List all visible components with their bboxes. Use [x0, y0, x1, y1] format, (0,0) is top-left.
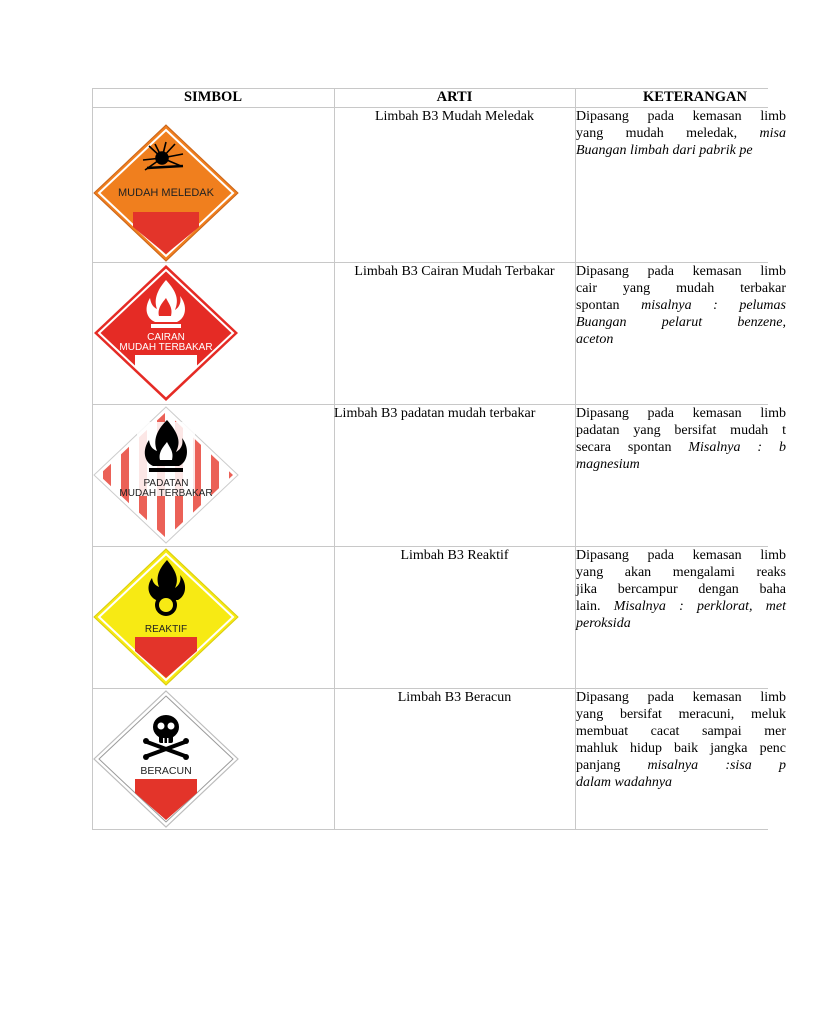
- keterangan-text: Dipasang pada kemasan limb yang bersifat meracuni, meluk membuat cacat sampai mer mahluk hidup baik jangka penc panjang misalnya :sisa p dalam wadahnya: [576, 690, 786, 790]
- symbol-cairan-mudah-terbakar: [93, 264, 243, 402]
- arti-text: Limbah B3 Reaktif: [400, 548, 509, 563]
- keterangan-text: Dipasang pada kemasan limb padatan yang bersifat mudah t secara spontan Misalnya : b magnesium: [576, 406, 786, 472]
- header-simbol: SIMBOL: [183, 89, 242, 105]
- arti-text: Limbah B3 Mudah Meledak: [374, 109, 535, 124]
- keterangan-text: Dipasang pada kemasan limb cair yang mudah terbakar spontan misalnya : pelumas Buangan pelarut benzene, aceton: [576, 264, 786, 347]
- symbol-label: BERACUN: [140, 765, 192, 777]
- symbol-label-top: CAIRAN: [147, 332, 185, 343]
- hazard-symbol-table: [92, 88, 786, 830]
- symbol-mudah-meledak: [93, 124, 243, 262]
- symbol-label-top: PADATAN: [143, 478, 189, 489]
- symbol-label-bottom: MUDAH TERBAKAR: [119, 342, 213, 353]
- keterangan-text: Dipasang pada kemasan limb yang mudah meledak, misa Buangan limbah dari pabrik pe: [576, 109, 786, 158]
- symbol-label: MUDAH MELEDAK: [118, 187, 214, 199]
- symbol-beracun: [93, 690, 243, 828]
- arti-text: Limbah B3 padatan mudah terbakar: [334, 406, 536, 421]
- symbol-label-bottom: MUDAH TERBAKAR: [119, 488, 213, 499]
- keterangan-text: Dipasang pada kemasan limb yang akan mengalami reaks jika bercampur dengan baha lain. Misalnya : perklorat, met peroksida: [576, 548, 786, 631]
- arti-text: Limbah B3 Cairan Mudah Terbakar: [354, 264, 555, 279]
- arti-text: Limbah B3 Beracun: [397, 690, 512, 705]
- symbol-padatan-mudah-terbakar: [93, 406, 243, 544]
- symbol-reaktif: [93, 548, 243, 686]
- table-bottom-border: [92, 829, 768, 830]
- header-arti: ARTI: [436, 89, 473, 105]
- symbol-label: REAKTIF: [144, 624, 188, 635]
- header-keterangan: KETERANGAN: [643, 89, 747, 105]
- column-divider: [334, 88, 335, 830]
